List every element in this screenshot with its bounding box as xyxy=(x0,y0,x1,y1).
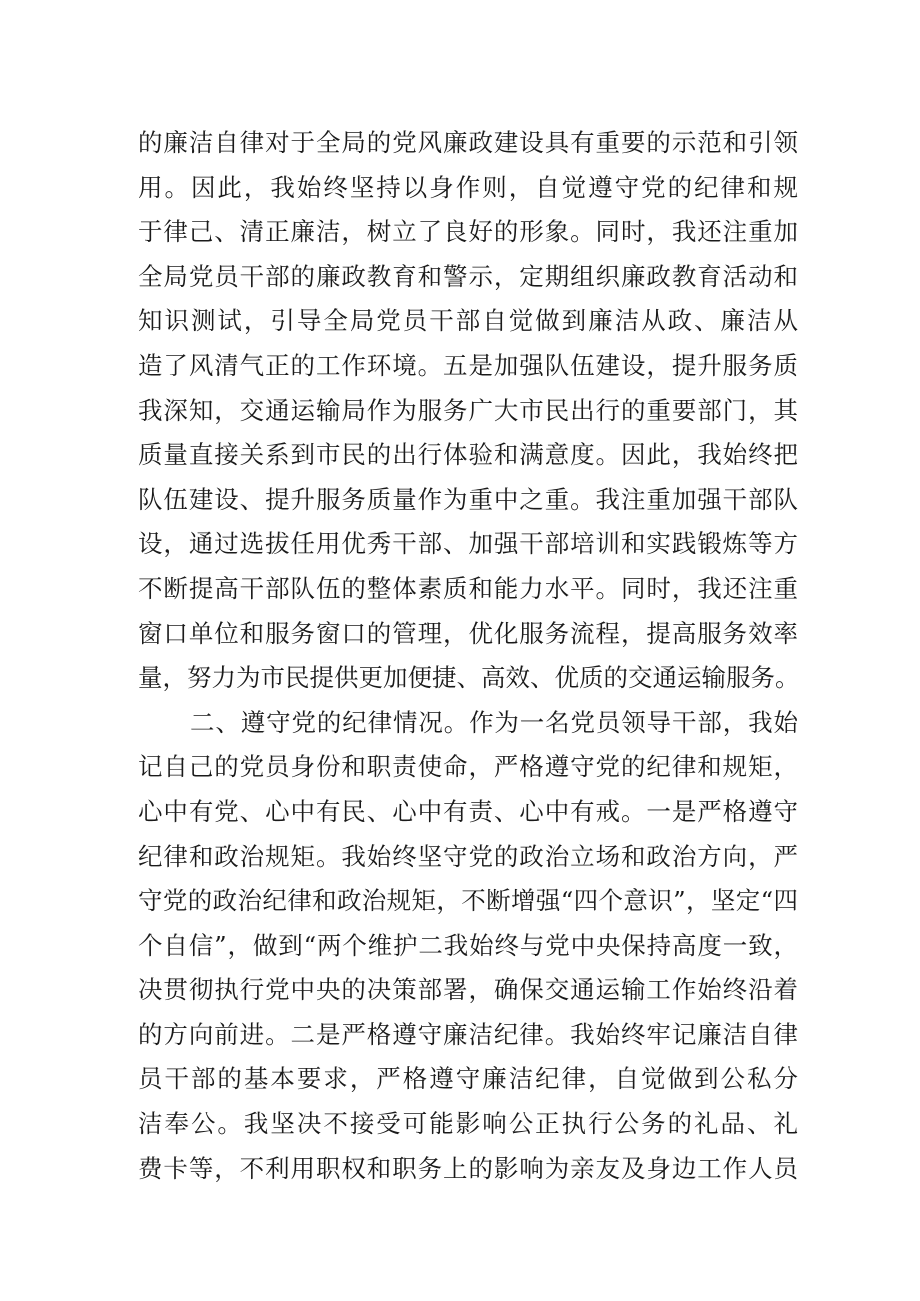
text-line: 员干部的基本要求，严格遵守廉洁纪律，自觉做到公私分 xyxy=(138,1064,798,1094)
text-line: 于律己、清正廉洁，树立了良好的形象。同时，我还注重加 xyxy=(138,217,798,247)
text-line: 的方向前进。二是严格遵守廉洁纪律。我始终牢记廉洁自律 xyxy=(138,1019,798,1049)
text-line: 守党的政治纪律和政治规矩，不断增强“四个意识”，坚定“四 xyxy=(138,886,798,916)
text-line: 窗口单位和服务窗口的管理，优化服务流程，提高服务效率 xyxy=(138,618,798,648)
body-text xyxy=(138,121,798,1191)
text-line: 造了风清气正的工作环境。五是加强队伍建设，提升服务质 xyxy=(138,350,798,380)
section-heading-line: 二、遵守党的纪律情况。作为一名党员领导干部，我始 xyxy=(190,707,798,737)
text-line: 心中有党、心中有民、心中有责、心中有戒。一是严格遵守 xyxy=(138,796,798,826)
text-line: 量，努力为市民提供更加便捷、高效、优质的交通运输服务。 xyxy=(138,663,800,693)
text-line: 知识测试，引导全局党员干部自觉做到廉洁从政、廉洁从 xyxy=(138,306,798,336)
text-line: 的廉洁自律对于全局的党风廉政建设具有重要的示范和引领 xyxy=(138,128,798,157)
text-line: 纪律和政治规矩。我始终坚守党的政治立场和政治方向，严 xyxy=(138,841,798,871)
text-line: 设，通过选拔任用优秀干部、加强干部培训和实践锻炼等方 xyxy=(138,529,798,559)
text-line: 决贯彻执行党中央的决策部署，确保交通运输工作始终沿着 xyxy=(138,975,798,1005)
text-line: 记自己的党员身份和职责使命，严格遵守党的纪律和规矩， xyxy=(138,752,798,782)
text-line: 用。因此，我始终坚持以身作则，自觉遵守党的纪律和规 xyxy=(138,172,798,202)
text-line: 个自信”，做到“两个维护二我始终与党中央保持高度一致， xyxy=(138,930,798,960)
text-line: 全局党员干部的廉政教育和警示，定期组织廉政教育活动和 xyxy=(138,261,798,291)
text-line: 费卡等，不利用职权和职务上的影响为亲友及身边工作人员 xyxy=(138,1153,798,1183)
text-line: 洁奉公。我坚决不接受可能影响公正执行公务的礼品、礼 xyxy=(138,1109,798,1139)
text-line: 不断提高干部队伍的整体素质和能力水平。同时，我还注重 xyxy=(138,573,798,603)
text-line: 队伍建设、提升服务质量作为重中之重。我注重加强干部队 xyxy=(138,484,798,514)
text-line: 我深知，交通运输局作为服务广大市民出行的重要部门，其 xyxy=(138,395,798,425)
text-line: 质量直接关系到市民的出行体验和满意度。因此，我始终把 xyxy=(138,440,798,470)
